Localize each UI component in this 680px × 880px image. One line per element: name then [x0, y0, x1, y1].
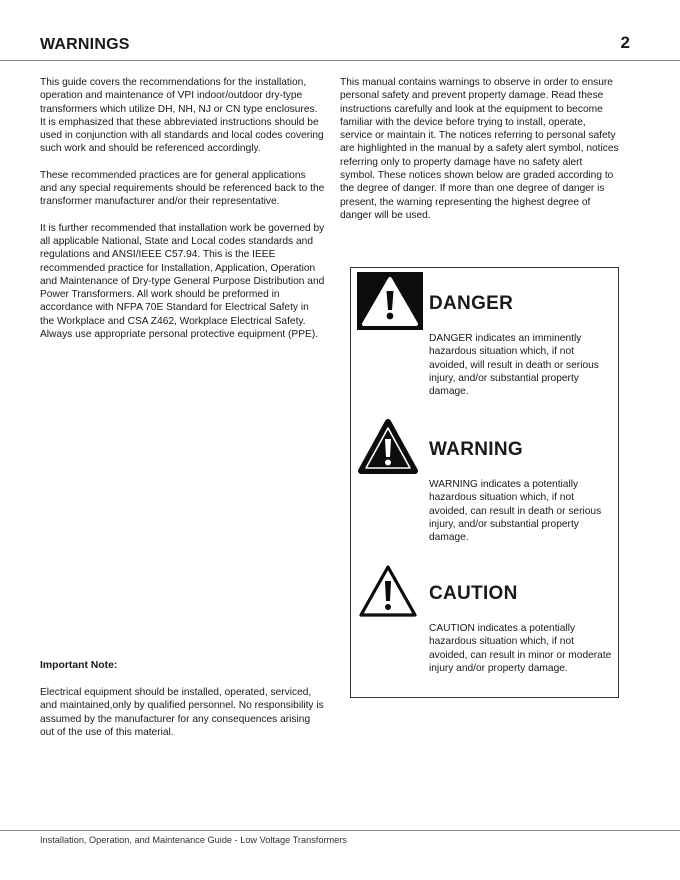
left-column: [40, 76, 325, 354]
hazard-levels-box: [350, 267, 619, 698]
danger-title: DANGER: [429, 293, 514, 314]
warning-triangle-icon-outline: [357, 562, 419, 620]
warning-triangle-icon-filled: [357, 418, 419, 476]
footer-divider: [0, 830, 680, 831]
intro-paragraph: This guide covers the recommendations for the installation, operation and maintenance of VPI indoor/outdoor dry-type transformers which utilize DH, NH, NJ or CN type enclosures. It is emphasized that these abbreviated instructions should be used in conjunction with all standards and local codes covering such work and should be referenced accordingly.: [40, 77, 324, 155]
important-note-heading: Important Note:: [40, 660, 118, 671]
practices-paragraph: These recommended practices are for general applications and any special requirements should be referenced back to the transformer manufacturer and/or their representative.: [40, 169, 325, 208]
hazard-warning: [351, 418, 620, 558]
caution-title: CAUTION: [429, 583, 518, 604]
warning-title: WARNING: [429, 439, 523, 460]
page-number: 2: [620, 33, 630, 52]
warning-description: WARNING indicates a potentially hazardous situation which, if not avoided, can result in death or serious injury, and/or substantial property damage.: [429, 479, 602, 544]
right-column: [340, 76, 620, 235]
hazard-danger: [351, 272, 620, 412]
header-divider: [0, 60, 680, 61]
hazard-caution: [351, 562, 620, 694]
warning-triangle-icon-inverted: [357, 272, 423, 330]
codes-paragraph: It is further recommended that installation work be governed by all applicable National, State and Local codes standards and regulations and ANSI/IEEE C57.94. This is the IEEE recommended practice for Installation, Application, Operation and Maintenance of Dry-type General Purpose Distribution and Power Transformers. All work should be preformed in accordance with NFPA 70E Standard for Electrical Safety in the Workplace and CSA Z462, Workplace Electrical Safety. Always use appropriate personal protective equipment (PPE).: [40, 222, 325, 341]
page-title: WARNINGS: [40, 36, 130, 53]
danger-description: DANGER indicates an imminently hazardous situation which, if not avoided, will result in death or serious injury, and/or substantial property damage.: [429, 333, 599, 398]
caution-description: CAUTION indicates a potentially hazardous situation which, if not avoided, can result in minor or moderate injury and/or property damage.: [429, 623, 612, 674]
footer-text: Installation, Operation, and Maintenance Guide - Low Voltage Transformers: [40, 835, 347, 845]
warnings-intro-paragraph: This manual contains warnings to observe in order to ensure personal safety and prevent property damage. Read these instructions carefully and look at the equipment to become familiar with the device before trying to install, operate, service or maintain it. The notices referring to personal safety are highlighted in the manual by a safety alert symbol, notices referring only to property damage have no safety alert symbol. These notices shown below are graded according to the degree of danger. If more than one degree of danger is present, the warning representing the highest degree of danger will be used.: [340, 77, 619, 221]
important-note-body: Electrical equipment should be installed, operated, serviced, and maintained,only by qualified personnel. No responsibility is assumed by the manufacturer for any consequences arising out of the use of this material.: [40, 687, 324, 738]
